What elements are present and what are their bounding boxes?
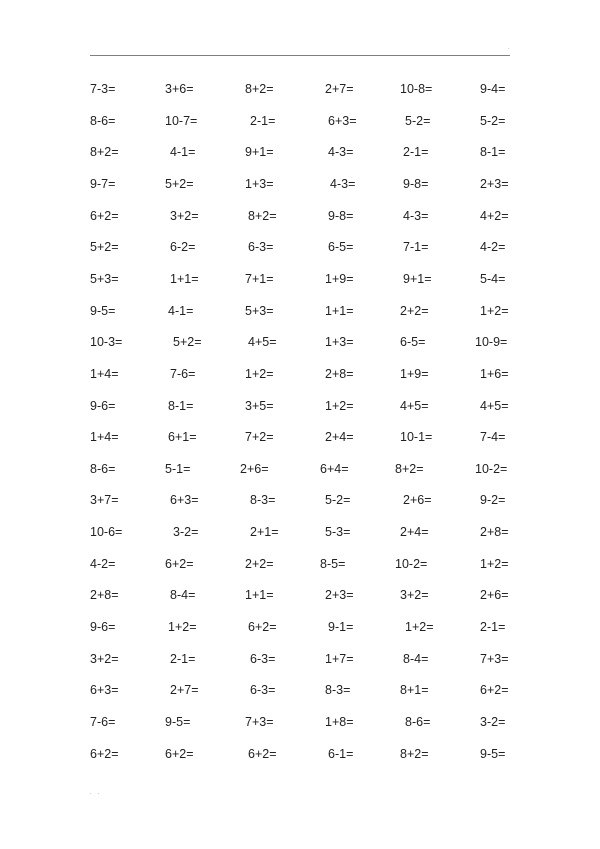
problem-cell: 6+1=	[168, 430, 197, 445]
problem-cell: 2+1=	[250, 525, 279, 540]
problem-cell: 6+2=	[480, 683, 509, 698]
problem-cell: 9-5=	[90, 303, 116, 318]
problem-cell: 2+3=	[325, 588, 354, 603]
corner-mark: .	[508, 45, 510, 51]
problem-cell: 6+4=	[320, 461, 349, 476]
problem-cell: 5+2=	[173, 335, 202, 350]
problem-cell: 3+2=	[400, 588, 429, 603]
problem-cell: 8-6=	[405, 715, 431, 729]
problem-cell: 4+2=	[480, 208, 509, 223]
problem-cell: 1+2=	[480, 556, 509, 571]
problem-cell: 7-3=	[90, 82, 116, 96]
problem-cell: 9-2=	[480, 493, 506, 508]
problem-cell: 6+2=	[248, 620, 277, 635]
problem-cell: 1+2=	[168, 620, 197, 635]
problem-cell: 1+2=	[405, 620, 434, 635]
problem-cell: 3+2=	[170, 208, 199, 223]
problem-cell: 2+8=	[90, 588, 119, 603]
problem-cell: 2+8=	[325, 366, 354, 381]
problem-cell: 9-6=	[90, 620, 116, 635]
problem-cell: 5+3=	[245, 303, 274, 318]
problem-cell: 6+2=	[90, 208, 119, 223]
problem-cell: 7-6=	[170, 366, 196, 381]
problem-cell: 6-5=	[328, 240, 354, 255]
problem-cell: 7-6=	[90, 715, 116, 729]
problem-cell: 1+8=	[325, 715, 354, 729]
problem-cell: 5-2=	[325, 493, 351, 508]
problem-cell: 4-3=	[330, 176, 356, 191]
problem-cell: 5-3=	[325, 525, 351, 540]
problem-cell: 2+7=	[170, 683, 199, 698]
problem-cell: 7-4=	[480, 430, 506, 445]
problem-cell: 10-2=	[475, 461, 508, 476]
problem-cell: 8-5=	[320, 556, 346, 571]
problem-cell: 9-8=	[328, 208, 354, 223]
problem-cell: 3-2=	[480, 715, 506, 729]
problem-cell: 6+3=	[170, 493, 199, 508]
problem-cell: 4-2=	[90, 556, 116, 571]
problem-cell: 10-1=	[400, 430, 433, 445]
problem-cell: 2+4=	[325, 430, 354, 445]
problem-cell: 6+2=	[165, 556, 194, 571]
problem-cell: 1+3=	[245, 176, 274, 191]
problem-cell: 2+6=	[240, 461, 269, 476]
problem-cell: 9-8=	[403, 176, 429, 191]
problem-cell: 8-3=	[325, 683, 351, 698]
problem-cell: 9+1=	[245, 145, 274, 160]
problem-cell: 2+2=	[245, 556, 274, 571]
problem-cell: 4-3=	[328, 145, 354, 160]
problem-cell: 1+1=	[170, 271, 199, 286]
problem-cell: 5-4=	[480, 271, 506, 286]
problem-cell: 8+2=	[395, 461, 424, 476]
problem-cell: 4-1=	[168, 303, 194, 318]
problem-cell: 1+2=	[325, 398, 354, 413]
problem-cell: 4-1=	[170, 145, 196, 160]
problem-cell: 6+2=	[248, 746, 277, 761]
problem-cell: 4+5=	[400, 398, 429, 413]
problem-cell: 1+9=	[400, 366, 429, 381]
problem-cell: 6+2=	[165, 746, 194, 761]
problem-cell: 2-1=	[170, 651, 196, 666]
problem-cell: 8+2=	[400, 746, 429, 761]
problem-cell: 2-1=	[403, 145, 429, 160]
problem-cell: 3+6=	[165, 82, 194, 96]
problem-cell: 3+2=	[90, 651, 119, 666]
problem-cell: 5-2=	[480, 113, 506, 128]
problem-cell: 6-3=	[248, 240, 274, 255]
problem-cell: 9-5=	[480, 746, 506, 761]
problem-cell: 7+3=	[245, 715, 274, 729]
problem-cell: 1+2=	[480, 303, 509, 318]
problem-cell: 1+1=	[245, 588, 274, 603]
problem-cell: 9-7=	[90, 176, 116, 191]
problem-cell: 7-1=	[403, 240, 429, 255]
problem-cell: 2+6=	[403, 493, 432, 508]
problem-cell: 4-3=	[403, 208, 429, 223]
problem-cell: 8-3=	[250, 493, 276, 508]
problem-cell: 8-6=	[90, 113, 116, 128]
problem-cell: 8-4=	[403, 651, 429, 666]
problem-cell: 6-1=	[328, 746, 354, 761]
problem-cell: 1+6=	[480, 366, 509, 381]
problem-cell: 10-2=	[395, 556, 428, 571]
problem-cell: 1+4=	[90, 430, 119, 445]
problem-cell: 2+3=	[480, 176, 509, 191]
problem-cell: 2+6=	[480, 588, 509, 603]
problem-cell: 8-1=	[480, 145, 506, 160]
problem-cell: 10-9=	[475, 335, 508, 350]
problem-cell: 3+5=	[245, 398, 274, 413]
problem-cell: 1+3=	[325, 335, 354, 350]
problem-cell: 2+7=	[325, 82, 354, 96]
problem-cell: 5+3=	[90, 271, 119, 286]
problem-cell: 1+2=	[245, 366, 274, 381]
problem-cell: 1+1=	[325, 303, 354, 318]
problem-cell: 6+3=	[90, 683, 119, 698]
problem-cell: 6-2=	[170, 240, 196, 255]
problem-cell: 10-7=	[165, 113, 198, 128]
problem-cell: 7+1=	[245, 271, 274, 286]
problem-cell: 7+3=	[480, 651, 509, 666]
problem-cell: 2+2=	[400, 303, 429, 318]
problem-cell: 3-2=	[173, 525, 199, 540]
problem-cell: 9+1=	[403, 271, 432, 286]
problem-cell: 4+5=	[248, 335, 277, 350]
problem-cell: 1+7=	[325, 651, 354, 666]
problem-cell: 2+4=	[400, 525, 429, 540]
problem-cell: 9-4=	[480, 82, 506, 96]
problem-cell: 8+2=	[248, 208, 277, 223]
problem-cell: 10-6=	[90, 525, 123, 540]
problem-cell: 5-1=	[165, 461, 191, 476]
problem-cell: 2-1=	[480, 620, 506, 635]
problem-cell: 4+5=	[480, 398, 509, 413]
problem-cell: 8-4=	[170, 588, 196, 603]
problem-cell: 9-1=	[328, 620, 354, 635]
problem-cell: 5-2=	[405, 113, 431, 128]
problem-cell: 5+2=	[165, 176, 194, 191]
problem-cell: 4-2=	[480, 240, 506, 255]
problem-cell: 9-5=	[165, 715, 191, 729]
problem-cell: 8-6=	[90, 461, 116, 476]
problem-cell: 6-3=	[250, 651, 276, 666]
problem-cell: 6+2=	[90, 746, 119, 761]
problem-cell: 5+2=	[90, 240, 119, 255]
problem-cell: 8+2=	[90, 145, 119, 160]
problem-cell: 8+2=	[245, 82, 274, 96]
problem-cell: 10-8=	[400, 82, 433, 96]
problem-cell: 9-6=	[90, 398, 116, 413]
problem-cell: 10-3=	[90, 335, 123, 350]
problem-cell: 6-3=	[250, 683, 276, 698]
problem-cell: 6+3=	[328, 113, 357, 128]
problem-cell: 8-1=	[168, 398, 194, 413]
problem-cell: 7+2=	[245, 430, 274, 445]
problem-cell: 2-1=	[250, 113, 276, 128]
problem-cell: 8+1=	[400, 683, 429, 698]
problem-cell: 1+4=	[90, 366, 119, 381]
problem-cell: 6-5=	[400, 335, 426, 350]
problem-cell: 2+8=	[480, 525, 509, 540]
problem-cell: 3+7=	[90, 493, 119, 508]
problem-cell: 1+9=	[325, 271, 354, 286]
footer-mark: . .	[90, 790, 102, 796]
